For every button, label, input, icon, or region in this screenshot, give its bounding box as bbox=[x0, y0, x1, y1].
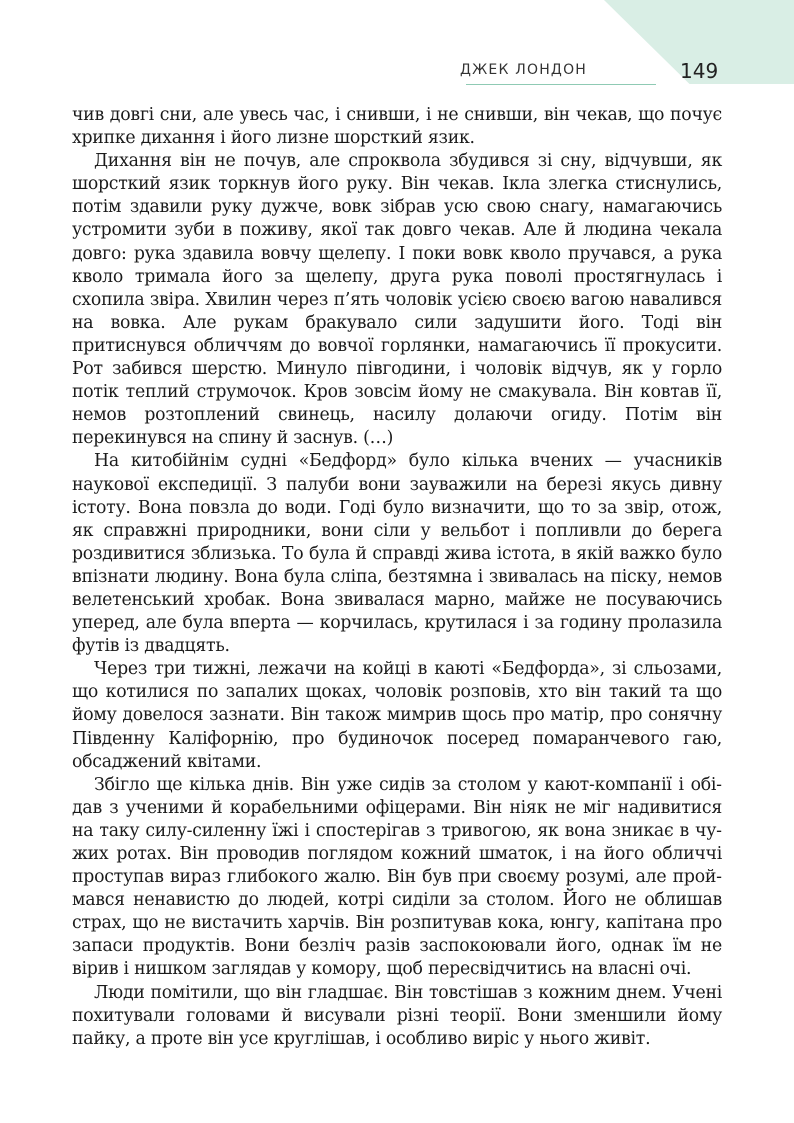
page-number: 149 bbox=[680, 59, 719, 83]
paragraph: Збігло ще кілька днів. Він уже сидів за столом у кают-компанії і обідав з ученими й корабельними офіцерами. Він ніяк не міг надивитися на таку силу-силенну їжі і спостерігав з тривогою, як вона зникає в чужих ротах. Він проводив поглядом кожний шматок, і на його обличчі проступав вираз глибокого жалю. Він був при своєму розумі, але проймався ненавистю до людей, котрі сиділи за столом. Його не облишав страх, що не вистачить харчів. Він розпитував кока, юнгу, капітана про запаси продуктів. Вони безліч разів заспокоювали його, однак їм не вірив і нишком заглядав у комору, щоб пересвідчитись на власні очі. bbox=[72, 774, 722, 980]
header-divider bbox=[466, 84, 656, 85]
paragraph-continued: чив довгі сни, але увесь час, і снивши, і не снивши, він чекав, що почує хрипке дихання і його лизне шорсткий язик. bbox=[72, 105, 722, 149]
paragraph: Дихання він не почув, але спроквола збудився зі сну, відчувши, як шорсткий язик торкнув його руку. Він чекав. Ікла злегка стиснулись, потім здавили руку дужче, вовк зібрав усю свою снагу, намагаючись устромити зуби в поживу, якої так довго чекав. Але й людина чекала довго: рука здавила вовчу щелепу. І поки вовк кволо пручався, а рука кволо тримала його за щелепу, друга рука поволі простягнулась і схопила звіра. Хвилин через п’ять чоловік усією своєю вагою навалився на вовка. Але рукам бракувало сили задушити його. Тоді він притиснувся обличчям до вовчої горлянки, намагаючись її прокусити. Рот забився шерстю. Минуло півгодини, і чоловік відчув, як у горло потік теплий струмочок. Кров зовсім йому не смакувала. Він ковтав її, немов розтоплений свинець, насилу долаючи огиду. Потім він перекинувся на спину й заснув. (…) bbox=[72, 151, 722, 449]
paragraph: На китобійнім судні «Бедфорд» було кілька вчених — учасників наукової експедиції. З палуби вони зауважили на березі якусь дивну істоту. Вона повзла до води. Годі було визначити, що то за звір, отож, як справжні природники, вони сіли у вельбот і попливли до берега роздивитися зблизька. То була й справді жива істота, в якій важко було впізнати людину. Вона була сліпа, безтямна і звивалась на піску, немов велетенський хробак. Вона звивалася марно, майже не посуваючись уперед, але була вперта — корчилась, крутилася і за годину пролазила футів із двадцять. bbox=[72, 451, 722, 657]
author-name: ДЖЕК ЛОНДОН bbox=[460, 62, 588, 78]
paragraph: Люди помітили, що він гладшає. Він товстішав з кожним днем. Учені похитували головами й висували різні теорії. Вони зменшили йому пайку, а проте він усе круглішав, і особливо виріс у нього живіт. bbox=[72, 982, 722, 1049]
paragraph: Через три тижні, лежачи на койці в каюті «Бедфорда», зі сльозами, що котилися по запалих щоках, чоловік розповів, хто він такий та що йому довелося зазнати. Він також мимрив щось про матір, про сонячну Південну Каліфорнію, про будиночок посеред помаранчевого гаю, обсаджений квітами. bbox=[72, 659, 722, 772]
body-text bbox=[72, 104, 722, 1051]
running-head bbox=[0, 60, 794, 84]
